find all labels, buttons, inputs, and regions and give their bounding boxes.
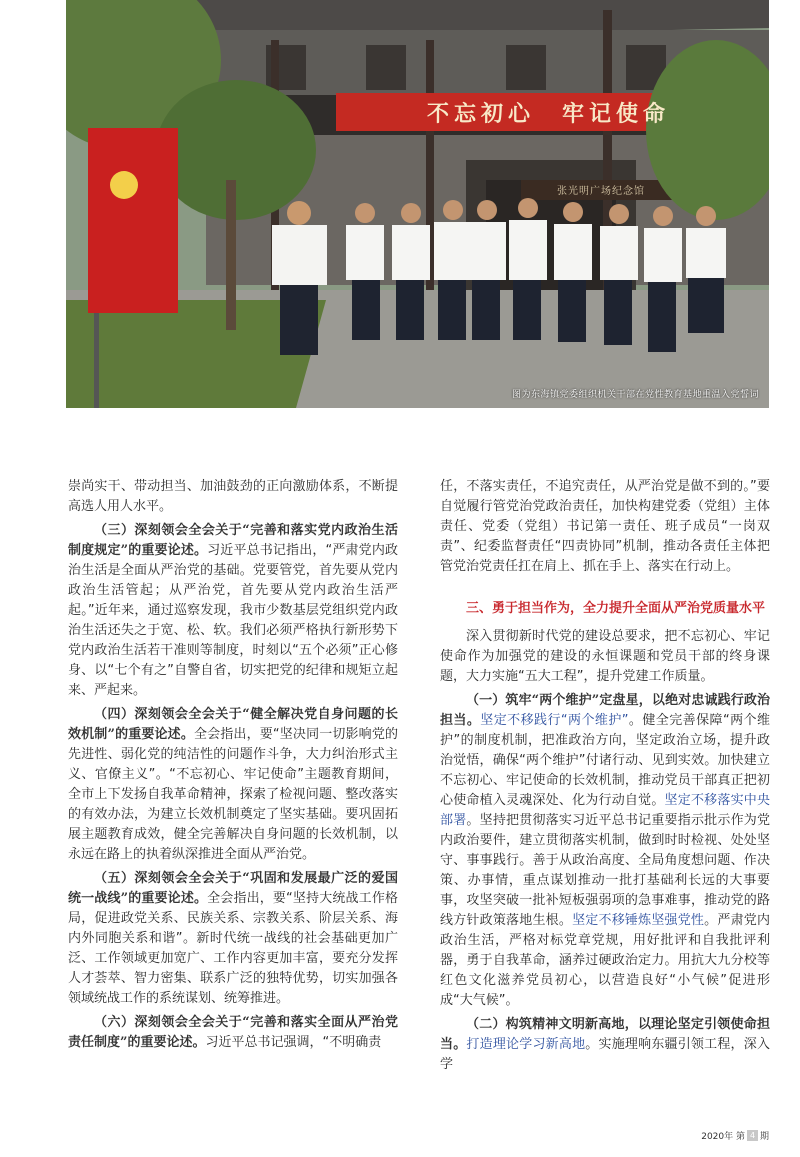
building-plaque: 张光明广场纪念馆 [557, 186, 645, 197]
paragraph [68, 705, 398, 865]
page-footer [701, 1129, 769, 1142]
paragraph [440, 691, 770, 1011]
paragraph [68, 521, 398, 701]
paragraph [440, 627, 770, 687]
subsection-heading: （一）筑牢“两个维护”定盘星，以绝对忠诚践行政治担当。 [440, 693, 770, 728]
subsection-heading: （二）构筑精神文明新高地，以理论坚定引领使命担当。 [440, 1017, 770, 1052]
paragraph-text: 。实施理响东疆引领工程，深入学 [440, 1037, 770, 1072]
issue-prefix: 2020年 第 [701, 1132, 745, 1142]
paragraph-text: 习近平总书记强调，“不明确责 [205, 1035, 382, 1050]
paragraph-text: 任，不落实责任，不追究责任，从严治党是做不到的。”要自觉履行管党治党政治责任，加快构建党委（党组）主体责任、党委（党组）书记第一责任、班子成员“一岗双责”、纪委监督责任“四责协同”机制，推动各责任主体把管党治党责任扛在肩上、抓在手上、落实在行动上。 [440, 479, 770, 574]
paragraph [68, 1013, 398, 1053]
issue-number: 4 [747, 1130, 758, 1141]
subsection-heading: （五）深刻领会全会关于“巩固和发展最广泛的爱国统一战线”的重要论述。 [68, 871, 398, 906]
subsection-heading: （六）深刻领会全会关于“完善和落实全面从严治党责任制度”的重要论述。 [68, 1015, 398, 1050]
paragraph-text: 。健全完善保障“两个维护”的制度机制，把准政治方向，坚定政治立场，提升政治觉悟，确保“两个维护”付诸行动、见到实效。加快建立不忘初心、牢记使命的长效机制，推动党员干部真正把初心使命植入灵魂深处、化为行动自觉。 [440, 713, 770, 808]
photo-illustration [66, 0, 769, 408]
subsection-heading: （三）深刻领会全会关于“完善和落实党内政治生活制度规定”的重要论述。 [68, 523, 398, 558]
paragraph-text: 习近平总书记指出，“严肃党内政治生活是全面从严治党的基础。党要管党，首先要从党内政治生活管起；从严治党，首先要从党内政治生活严起。”近年来，通过巡察发现，我市少数基层党组织党内政治生活还失之于宽、松、软。我们必须严格执行新形势下党内政治生活若干准则等制度，时刻以“五个必须”正心修身、以“七个有之”自警自省，切实把党的纪律和规矩立起来、严起来。 [68, 543, 398, 698]
paragraph-text: 深入贯彻新时代党的建设总要求，把不忘初心、牢记使命作为加强党的建设的永恒课题和党员干部的终身课题，大力实施“五大工程”，提升党建工作质量。 [440, 629, 770, 684]
highlight-phrase: 坚定不移落实中央部署 [440, 793, 770, 828]
paragraph-text: 。严肃党内政治生活，严格对标党章党规，用好批评和自我批评利器，勇于自我革命，涵养过硬政治定力。用抗大九分校等红色文化滋养党员初心，以营造良好“小气候”促进形成“大气候”。 [440, 913, 770, 1008]
paragraph [68, 477, 398, 517]
banner-slogan: 不忘初心 牢记使命 [426, 100, 670, 127]
subsection-heading: （四）深刻领会全会关于“健全解决党自身问题的长效机制”的重要论述。 [68, 707, 398, 742]
right-column [440, 477, 770, 1079]
paragraph [68, 869, 398, 1009]
paragraph-text: 全会指出，要“坚决同一切影响党的先进性、弱化党的纯洁性的问题作斗争，大力纠治形式主义、官僚主义”。“不忘初心、牢记使命”主题教育期间，全市上下发扬自我革命精神，探索了检视问题、整改落实的有效办法，为建立长效机制奠定了坚实基础。要巩固拓展主题教育成效，健全完善解决自身问题的长效机制，以永远在路上的执着纵深推进全面从严治党。 [68, 727, 398, 862]
paragraph-text: 全会指出，要“坚持大统战工作格局，促进政党关系、民族关系、宗教关系、阶层关系、海内外同胞关系和谐”。新时代统一战线的社会基础更加广泛、工作领域更加宽广、工作内容更加丰富，要充分发挥人才荟萃、智力密集、联系广泛的独特优势，切实加强各领域统战工作的系统谋划、统筹推进。 [68, 891, 398, 1006]
photo-caption: 图为东海镇党委组织机关干部在党性教育基地重温入党誓词 [511, 390, 759, 400]
issue-suffix: 期 [759, 1132, 769, 1142]
paragraph [440, 477, 770, 577]
highlight-phrase: 坚定不移践行“两个维护” [480, 713, 629, 728]
left-column [68, 477, 398, 1057]
section-title: 三、勇于担当作为，全力提升全面从严治党质量水平 [466, 601, 766, 616]
highlight-phrase: 打造理论学习新高地 [466, 1037, 586, 1052]
paragraph-text: 崇尚实干、带动担当、加油鼓劲的正向激励体系，不断提高选人用人水平。 [68, 479, 398, 514]
paragraph [440, 1015, 770, 1075]
photo [66, 0, 769, 408]
paragraph-text: 。坚持把贯彻落实习近平总书记重要指示批示作为党内政治要件，建立贯彻落实机制，做到时时检视、处处坚守、事事践行。善于从政治高度、全局角度想问题、作决策、办事情，重点谋划推动一批打基础利长远的大事要事，攻坚突破一批补短板强弱项的急事难事，推动党的路线方针政策落地生根。 [440, 813, 770, 928]
highlight-phrase: 坚定不移锤炼坚强党性 [572, 913, 705, 928]
